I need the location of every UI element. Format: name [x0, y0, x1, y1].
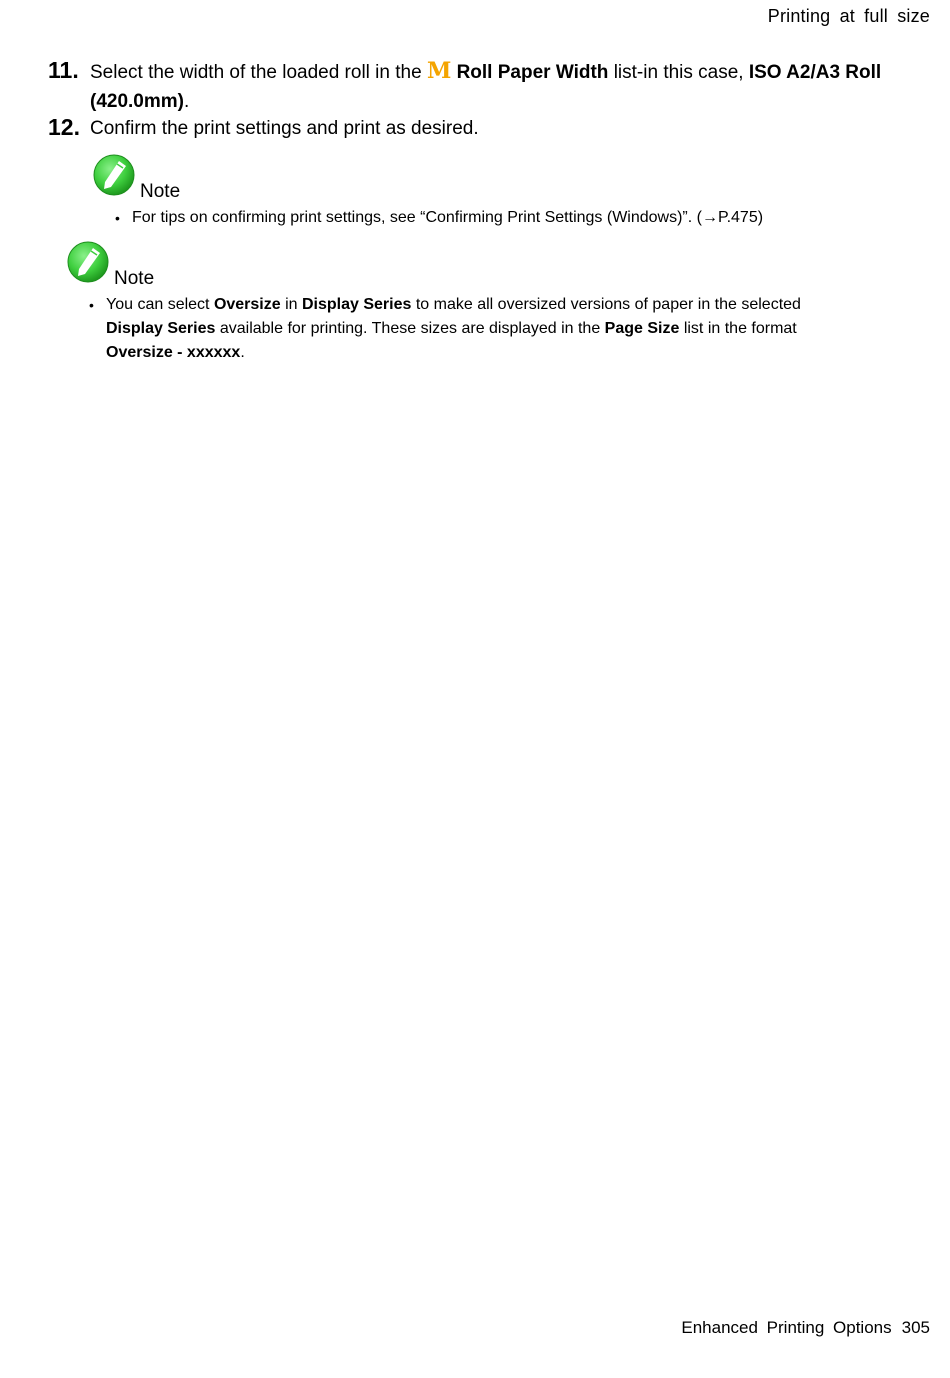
bullet-dot: • [89, 297, 94, 313]
footer-section-title: Enhanced Printing Options [681, 1318, 892, 1337]
note-text: For tips on confirming print settings, see “Confirming Print Settings (Windows)”. (→P.475) [132, 209, 764, 226]
step-text [90, 57, 888, 116]
note-label: Note [114, 268, 155, 289]
ui-term-oversize: Oversize [213, 296, 281, 313]
bullet-dot: • [115, 210, 120, 226]
running-header: Printing at full size [767, 6, 930, 26]
step-number: 11. [48, 57, 79, 83]
note-bullet [89, 293, 851, 365]
step-text-part: list-in this case, [608, 62, 749, 83]
ui-term-paper-size: ISO A2/A3 Roll (420.0mm) [90, 62, 882, 112]
pencil-note-icon [93, 154, 135, 196]
ui-term-roll-paper-width: Roll Paper Width [456, 62, 609, 83]
step-12 [48, 114, 888, 143]
note-bullet [115, 206, 835, 230]
ui-term-page-size: Page Size [604, 320, 680, 337]
ui-term-display-series: Display Series [302, 296, 412, 313]
step-text: Confirm the print settings and print as desired. [90, 118, 479, 139]
callout-marker: M [426, 58, 452, 84]
ui-term-oversize-format: Oversize - xxxxxx [106, 344, 241, 361]
step-number: 12. [48, 114, 80, 140]
page-number: 305 [901, 1318, 930, 1337]
note-text-part: You can select [106, 296, 214, 313]
step-11 [48, 57, 888, 116]
note-text-part: list in the format [679, 320, 797, 337]
step-text-part: Select the width of the loaded roll in the [90, 62, 427, 83]
note-text-part: available for printing. These sizes are displayed in the [215, 320, 605, 337]
pencil-note-icon [67, 241, 109, 283]
ui-term-display-series: Display Series [106, 320, 216, 337]
page-footer [681, 1318, 930, 1338]
note-text [106, 293, 851, 365]
note-text-part: to make all oversized versions of paper in the selected [411, 296, 801, 313]
note-text-part: in [280, 296, 302, 313]
note-text-part: . [240, 344, 245, 361]
note-label: Note [140, 181, 181, 202]
step-text-part: . [184, 91, 190, 112]
